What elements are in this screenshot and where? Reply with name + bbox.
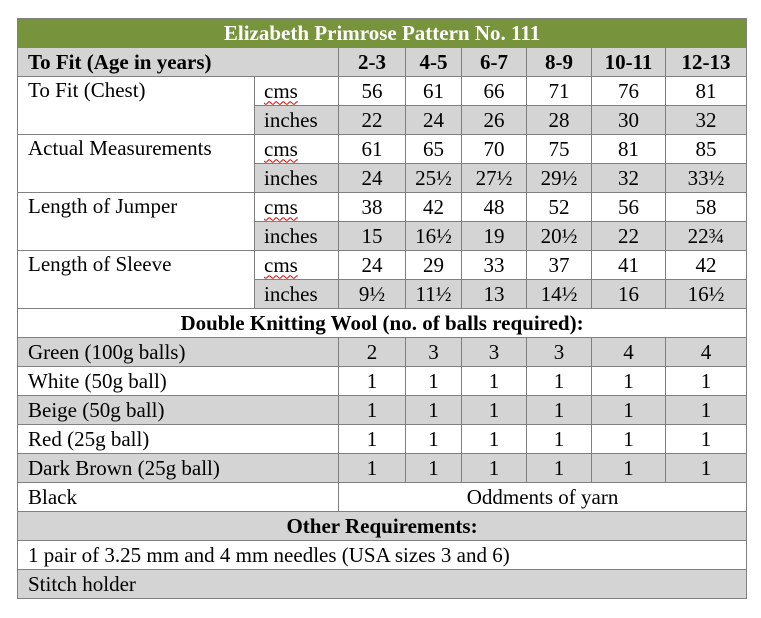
- wool-label: White (50g ball): [18, 367, 339, 396]
- title-row: [18, 19, 747, 48]
- table-cell: 1: [592, 454, 666, 483]
- wool-label: Dark Brown (25g ball): [18, 454, 339, 483]
- table-cell: 32: [666, 106, 747, 135]
- table-cell: 1: [339, 454, 406, 483]
- table-cell: 1: [666, 425, 747, 454]
- table-cell: 52: [527, 193, 592, 222]
- table-cell: 26: [462, 106, 527, 135]
- wool-heading-row: [18, 309, 747, 338]
- table-cell: 1: [406, 425, 462, 454]
- table-cell: 70: [462, 135, 527, 164]
- wool-row: [18, 425, 747, 454]
- table-cell: 22: [339, 106, 406, 135]
- table-cell: 29½: [527, 164, 592, 193]
- other-item: Stitch holder: [18, 570, 747, 599]
- measurement-row-cms: [18, 77, 747, 106]
- table-cell: 11½: [406, 280, 462, 309]
- table-cell: 1: [666, 367, 747, 396]
- table-cell: 16½: [406, 222, 462, 251]
- table-cell: 85: [666, 135, 747, 164]
- table-cell: 24: [406, 106, 462, 135]
- age-col-header: 12-13: [666, 48, 747, 77]
- age-header-label: To Fit (Age in years): [18, 48, 339, 77]
- table-cell: 28: [527, 106, 592, 135]
- table-cell: 9½: [339, 280, 406, 309]
- measurement-row-cms: [18, 193, 747, 222]
- table-cell: 81: [666, 77, 747, 106]
- table-cell: 3: [527, 338, 592, 367]
- unit-inches: inches: [255, 164, 339, 193]
- table-cell: 24: [339, 251, 406, 280]
- age-col-header: 8-9: [527, 48, 592, 77]
- table-cell: 1: [527, 454, 592, 483]
- table-cell: 1: [406, 454, 462, 483]
- pattern-title: Elizabeth Primrose Pattern No. 111: [18, 19, 747, 48]
- measurement-label: Length of Jumper: [18, 193, 255, 251]
- table-cell: 75: [527, 135, 592, 164]
- wool-row: [18, 396, 747, 425]
- table-cell: 33½: [666, 164, 747, 193]
- table-cell: 25½: [406, 164, 462, 193]
- table-cell: 1: [406, 396, 462, 425]
- unit-cms: cms: [255, 251, 339, 280]
- table-cell: 37: [527, 251, 592, 280]
- table-cell: 3: [406, 338, 462, 367]
- table-cell: 58: [666, 193, 747, 222]
- table-cell: 1: [462, 454, 527, 483]
- table-cell: 4: [666, 338, 747, 367]
- table-cell: 2: [339, 338, 406, 367]
- wool-row-black: [18, 483, 747, 512]
- table-cell: 32: [592, 164, 666, 193]
- pattern-table: [17, 18, 747, 599]
- table-cell: 41: [592, 251, 666, 280]
- table-cell: 66: [462, 77, 527, 106]
- table-cell: 33: [462, 251, 527, 280]
- table-cell: 1: [406, 367, 462, 396]
- measurement-label: To Fit (Chest): [18, 77, 255, 135]
- wool-label: Red (25g ball): [18, 425, 339, 454]
- table-cell: 24: [339, 164, 406, 193]
- table-cell: 1: [592, 367, 666, 396]
- table-cell: 1: [339, 367, 406, 396]
- table-cell: 15: [339, 222, 406, 251]
- table-cell: 61: [406, 77, 462, 106]
- table-cell: 29: [406, 251, 462, 280]
- other-heading: Other Requirements:: [18, 512, 747, 541]
- other-item-row: [18, 541, 747, 570]
- measurement-label: Actual Measurements: [18, 135, 255, 193]
- pattern-table-container: [17, 18, 747, 599]
- wool-row: [18, 338, 747, 367]
- age-header-row: [18, 48, 747, 77]
- table-cell: 16½: [666, 280, 747, 309]
- age-col-header: 4-5: [406, 48, 462, 77]
- table-cell: 27½: [462, 164, 527, 193]
- table-cell: 1: [462, 367, 527, 396]
- unit-cms: cms: [255, 135, 339, 164]
- table-cell: 1: [527, 425, 592, 454]
- table-cell: 48: [462, 193, 527, 222]
- wool-row: [18, 367, 747, 396]
- age-col-header: 2-3: [339, 48, 406, 77]
- wool-heading: Double Knitting Wool (no. of balls required):: [18, 309, 747, 338]
- table-cell: 1: [462, 396, 527, 425]
- table-cell: 1: [462, 425, 527, 454]
- table-cell: 42: [666, 251, 747, 280]
- table-cell: 20½: [527, 222, 592, 251]
- wool-row: [18, 454, 747, 483]
- table-cell: 1: [339, 425, 406, 454]
- wool-label: Beige (50g ball): [18, 396, 339, 425]
- table-cell: 1: [666, 454, 747, 483]
- other-heading-row: [18, 512, 747, 541]
- unit-inches: inches: [255, 280, 339, 309]
- table-cell: 81: [592, 135, 666, 164]
- table-cell: 19: [462, 222, 527, 251]
- table-cell: 1: [527, 367, 592, 396]
- wool-label: Green (100g balls): [18, 338, 339, 367]
- table-cell: 3: [462, 338, 527, 367]
- table-cell: 71: [527, 77, 592, 106]
- measurement-row-cms: [18, 251, 747, 280]
- table-cell: 1: [527, 396, 592, 425]
- table-cell: 22: [592, 222, 666, 251]
- table-cell: 42: [406, 193, 462, 222]
- table-cell: 22¾: [666, 222, 747, 251]
- table-cell: 38: [339, 193, 406, 222]
- other-item: 1 pair of 3.25 mm and 4 mm needles (USA sizes 3 and 6): [18, 541, 747, 570]
- other-item-row: [18, 570, 747, 599]
- table-cell: 30: [592, 106, 666, 135]
- table-cell: 1: [339, 396, 406, 425]
- unit-cms: cms: [255, 193, 339, 222]
- table-cell: 1: [592, 425, 666, 454]
- unit-inches: inches: [255, 222, 339, 251]
- table-cell: 13: [462, 280, 527, 309]
- table-cell: 65: [406, 135, 462, 164]
- table-cell: 4: [592, 338, 666, 367]
- oddments-value: Oddments of yarn: [339, 483, 747, 512]
- unit-cms: cms: [255, 77, 339, 106]
- table-cell: 16: [592, 280, 666, 309]
- table-cell: 61: [339, 135, 406, 164]
- table-cell: 56: [339, 77, 406, 106]
- age-col-header: 10-11: [592, 48, 666, 77]
- measurement-row-cms: [18, 135, 747, 164]
- measurement-label: Length of Sleeve: [18, 251, 255, 309]
- table-cell: 1: [592, 396, 666, 425]
- table-cell: 56: [592, 193, 666, 222]
- table-cell: 76: [592, 77, 666, 106]
- unit-inches: inches: [255, 106, 339, 135]
- table-cell: 14½: [527, 280, 592, 309]
- wool-label: Black: [18, 483, 339, 512]
- table-cell: 1: [666, 396, 747, 425]
- age-col-header: 6-7: [462, 48, 527, 77]
